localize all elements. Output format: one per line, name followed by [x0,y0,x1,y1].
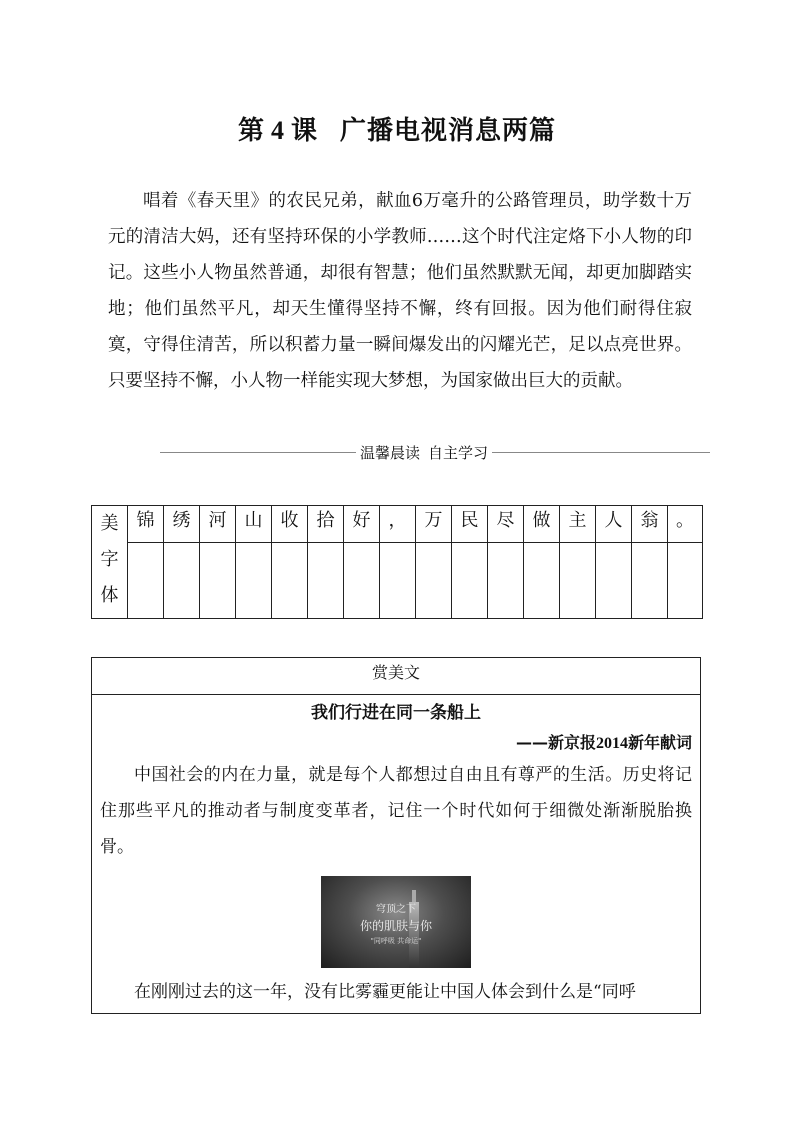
calligraphy-header [92,506,128,619]
image-caption-line3: "同呼吸 共命运" [370,937,422,945]
practice-cell[interactable] [452,543,488,619]
practice-cell[interactable] [344,543,380,619]
char-cell: 翁 [632,506,668,543]
lesson-prefix: 第 [237,116,265,146]
char-cell: 。 [668,506,703,543]
practice-cell[interactable] [524,543,560,619]
article-paragraph: 在刚刚过去的这一年，没有比雾霾更能让中国人体会到什么是“同呼 [134,982,636,1002]
smog-documentary-image [321,876,471,968]
practice-cell[interactable] [128,543,164,619]
divider-label [356,442,492,463]
practice-cell[interactable] [596,543,632,619]
article-paragraph: 中国社会的内在力量，就是每个人都想过自由且有尊严的生活。历史将记住那些平凡的推动者与制度变革者，记住一个时代如何于细微处渐渐脱胎换骨。 [100,765,692,857]
practice-cell[interactable] [164,543,200,619]
char-cell: 尽 [488,506,524,543]
article-source [92,730,700,757]
char-cell: 做 [524,506,560,543]
reading-section-header: 赏美文 [92,658,700,695]
practice-cell[interactable] [560,543,596,619]
reading-box [91,657,701,1014]
char-cell: 主 [560,506,596,543]
article-source-suffix: 新年献词 [627,733,692,752]
char-cell: 拾 [308,506,344,543]
section-divider [160,441,710,463]
article-source-year: 2014 [595,735,628,752]
char-cell: 民 [452,506,488,543]
article-source-prefix: ——新京报 [515,733,596,752]
image-caption-line1: 穹顶之下 [376,904,416,915]
char-cell: 好 [344,506,380,543]
image-caption-line2: 你的肌肤与你 [359,919,432,933]
divider-line-left [160,452,356,453]
article-title: 我们行进在同一条船上 [311,703,481,723]
char-cell: 锦 [128,506,164,543]
header-char: 美 [100,513,119,534]
calligraphy-row [92,506,703,543]
practice-cell[interactable] [272,543,308,619]
header-char: 体 [100,585,119,606]
practice-cell[interactable] [632,543,668,619]
practice-cell[interactable] [668,543,703,619]
practice-row [92,543,703,619]
divider-label-part2: 自主学习 [428,443,489,462]
practice-cell[interactable] [488,543,524,619]
char-cell: 山 [236,506,272,543]
char-cell: 万 [416,506,452,543]
char-cell: 绣 [164,506,200,543]
lesson-number: 4 [270,116,285,145]
practice-cell[interactable] [380,543,416,619]
char-cell: ， [380,506,416,543]
practice-cell[interactable] [200,543,236,619]
practice-cell[interactable] [308,543,344,619]
calligraphy-table [91,505,703,619]
practice-cell[interactable] [416,543,452,619]
intro-paragraph: 唱着《春天里》的农民兄弟，献血6万毫升的公路管理员，助学数十万元的清洁大妈，还有坚持环保的小学教师……这个时代注定烙下小人物的印记。这些小人物虽然普通，却很有智慧；他们虽然默默无闻，却更加脚踏实地；他们虽然平凡，却天生懂得坚持不懈，终有回报。因为他们耐得住寂寞，守得住清苦，所以积蓄力量一瞬间爆发出的闪耀光芒，足以点亮世界。只要坚持不懈，小人物一样能实现大梦想，为国家做出巨大的贡献。 [108,191,692,391]
divider-label-part1: 温馨晨读 [360,443,421,462]
char-cell: 河 [200,506,236,543]
header-char: 字 [100,549,119,570]
practice-cell[interactable] [236,543,272,619]
lesson-unit: 课 [290,116,318,146]
char-cell: 收 [272,506,308,543]
divider-line-right [492,452,710,453]
lesson-name: 广播电视消息两篇 [340,116,557,146]
lesson-title [0,110,794,147]
char-cell: 人 [596,506,632,543]
